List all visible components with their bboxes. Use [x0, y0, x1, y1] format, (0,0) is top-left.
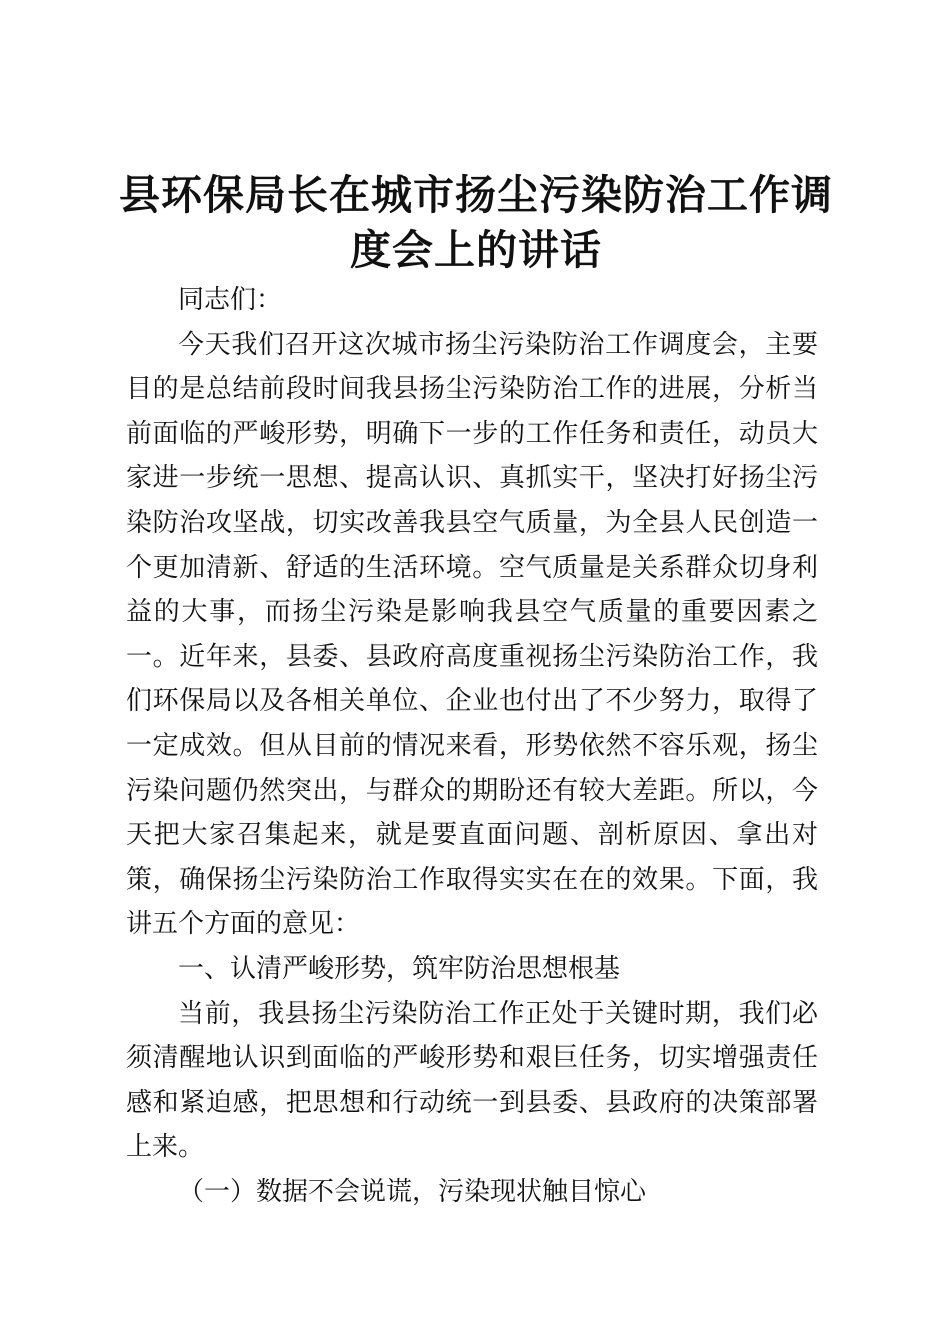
- section-paragraph: 当前，我县扬尘污染防治工作正处于关键时期，我们必须清醒地认识到面临的严峻形势和艰巨任务，切实增强责任感和紧迫感，把思想和行动统一到县委、县政府的决策部署上来。: [126, 998, 818, 1163]
- document-title: 县环保局长在城市扬尘污染防治工作调度会上的讲话: [119, 171, 833, 274]
- salutation: 同志们：: [178, 285, 283, 315]
- section-heading: 一、认清严峻形势，筑牢防治思想根基: [178, 953, 621, 984]
- subsection-heading: （一）数据不会说谎，污染现状触目惊心: [178, 1176, 647, 1207]
- opening-paragraph: 今天我们召开这次城市扬尘污染防治工作调度会，主要目的是总结前段时间我县扬尘污染防治工作的进展，分析当前面临的严峻形势，明确下一步的工作任务和责任，动员大家进一步统一思想、提高认识、真抓实干，坚决打好扬尘污染防治攻坚战，切实改善我县空气质量，为全县人民创造一个更加清新、舒适的生活环境。空气质量是关系群众切身利益的大事，而扬尘污染是影响我县空气质量的重要因素之一。近年来，县委、县政府高度重视扬尘污染防治工作，我们环保局以及各相关单位、企业也付出了不少努力，取得了一定成效。但从目前的情况来看，形势依然不容乐观，扬尘污染问题仍然突出，与群众的期盼还有较大差距。所以，今天把大家召集起来，就是要直面问题、剖析原因、拿出对策，确保扬尘污染防治工作取得实实在在的效果。下面，我讲五个方面的意见：: [126, 329, 818, 940]
- document-body: [126, 278, 818, 1214]
